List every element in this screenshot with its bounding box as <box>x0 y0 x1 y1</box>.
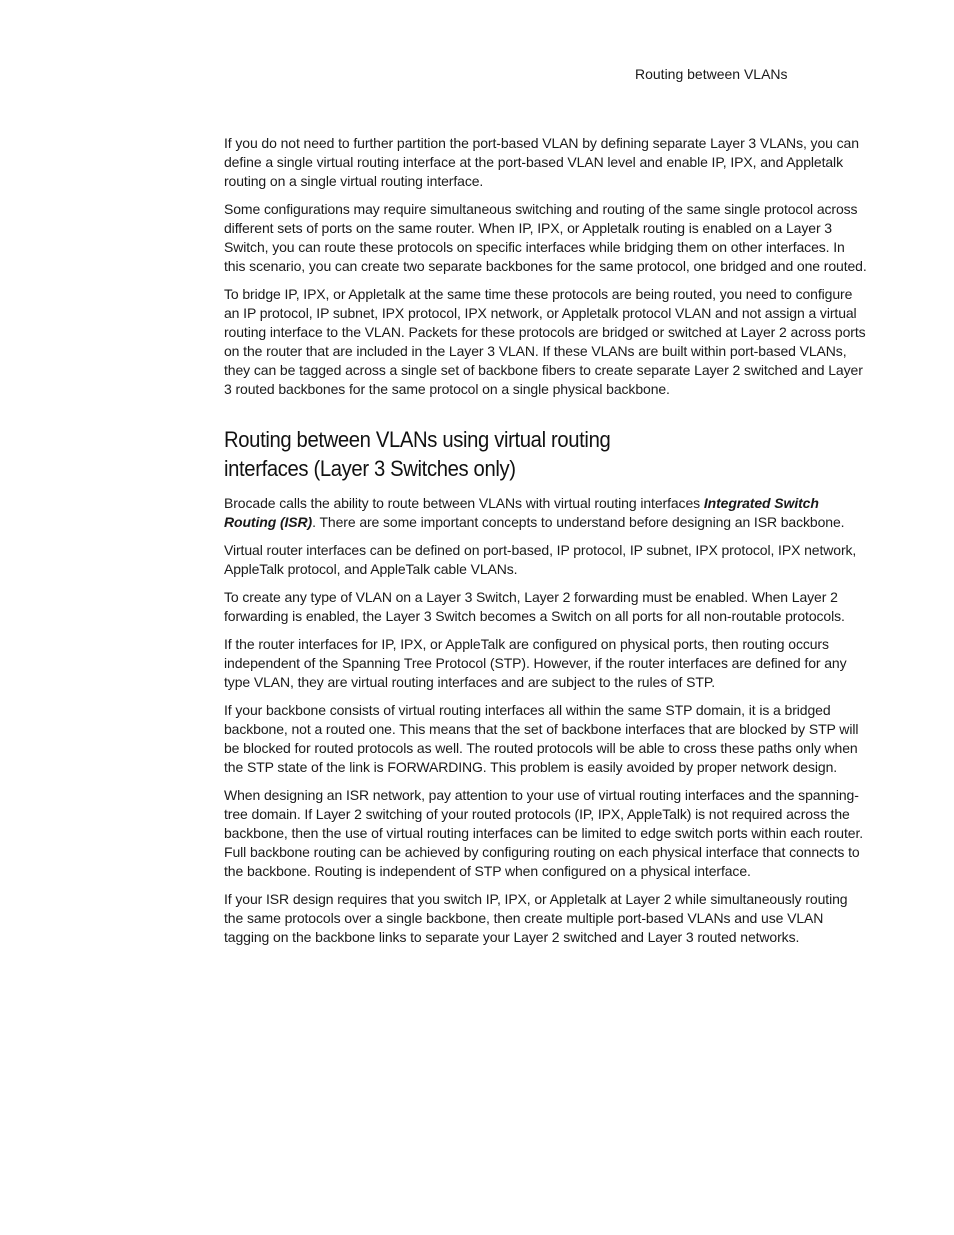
isr-paragraph-lead: Brocade calls the ability to route between VLANs with virtual routing interfaces <box>224 495 704 511</box>
isr-definition-paragraph <box>224 494 869 532</box>
isr-paragraph-tail: . There are some important concepts to understand before designing an ISR backbone. <box>312 514 845 530</box>
running-header-title: Routing between VLANs <box>635 66 788 82</box>
section-paragraph-2: To create any type of VLAN on a Layer 3 Switch, Layer 2 forwarding must be enabled. When Layer 2 forwarding is enabled, the Layer 3 Switch becomes a Switch on all ports for all non-routable protocols. <box>224 589 845 624</box>
section-paragraph-3: If the router interfaces for IP, IPX, or AppleTalk are configured on physical ports, then routing occurs independent of the Spanning Tree Protocol (STP). However, if the router interfaces are defined for any type VLAN, they are virtual routing interfaces and are subject to the rules of STP. <box>224 636 847 690</box>
page-body <box>224 134 869 956</box>
isr-term: Integrated Switch Routing (ISR) <box>224 495 819 530</box>
section-paragraph-6: If your ISR design requires that you switch IP, IPX, or Appletalk at Layer 2 while simultaneously routing the same protocols over a single backbone, then create multiple port-based VLANs and use VLAN tagging on the backbone links to separate your Layer 2 switched and Layer 3 routed networks. <box>224 891 848 945</box>
section-paragraph-4: If your backbone consists of virtual routing interfaces all within the same STP domain, it is a bridged backbone, not a routed one. This means that the set of backbone interfaces that are blocked by STP will be blocked for routed protocols as well. The routed protocols will be able to cross these paths only when the STP state of the link is FORWARDING. This problem is easily avoided by proper network design. <box>224 702 859 775</box>
intro-paragraph-2: Some configurations may require simultaneous switching and routing of the same single protocol across different sets of ports on the same router. When IP, IPX, or Appletalk routing is enabled on a Layer 3 Switch, you can route these protocols on specific interfaces while bridging them on other interfaces. In this scenario, you can create two separate backbones for the same protocol, one bridged and one routed. <box>224 201 867 274</box>
intro-paragraph-1: If you do not need to further partition the port-based VLAN by defining separate Layer 3 VLANs, you can define a single virtual routing interface at the port-based VLAN level and enable IP, IPX, and Appletalk routing on a single virtual routing interface. <box>224 135 859 189</box>
section-paragraph-1: Virtual router interfaces can be defined on port-based, IP protocol, IP subnet, IPX protocol, IPX network, AppleTalk protocol, and AppleTalk cable VLANs. <box>224 542 857 577</box>
section-heading: Routing between VLANs using virtual routing interfaces (Layer 3 Switches only) <box>224 427 611 481</box>
section-paragraph-5: When designing an ISR network, pay attention to your use of virtual routing interfaces and the spanning-tree domain. If Layer 2 switching of your routed protocols (IP, IPX, AppleTalk) is not required across the backbone, then the use of virtual routing interfaces can be limited to edge switch ports within each router. Full backbone routing can be achieved by configuring routing on each physical interface that connects to the backbone. Routing is independent of STP when configured on a physical interface. <box>224 787 864 879</box>
intro-paragraph-3: To bridge IP, IPX, or Appletalk at the same time these protocols are being routed, you need to configure an IP protocol, IP subnet, IPX protocol, IPX network, or Appletalk protocol VLAN and not assign a virtual routing interface to the VLAN. Packets for these protocols are bridged or switched at Layer 2 across ports on the router that are included in the Layer 3 VLAN. If these VLANs are built within port-based VLANs, they can be tagged across a single set of backbone fibers to create separate Layer 2 switched and Layer 3 routed backbones for the same protocol on a single physical backbone. <box>224 286 866 397</box>
